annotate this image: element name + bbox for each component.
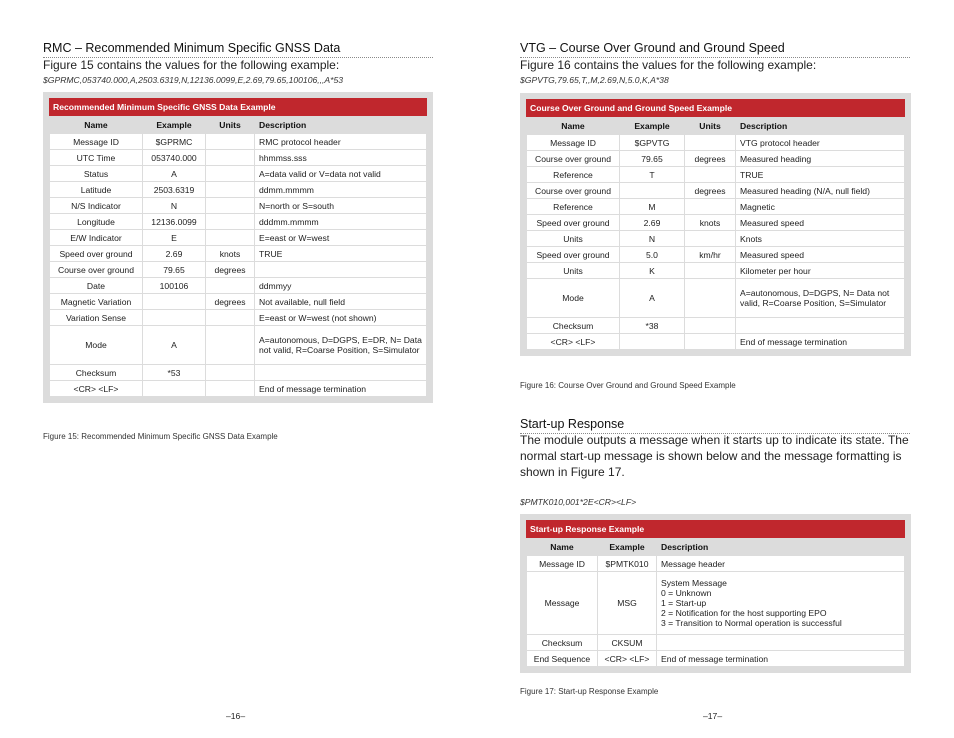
table-cell: TRUE [736, 167, 904, 182]
table-cell: <CR> <LF> [527, 334, 619, 349]
table-cell: $GPRMC [143, 134, 205, 149]
table-cell: A [143, 326, 205, 364]
table-cell: VTG protocol header [736, 135, 904, 150]
table-cell [206, 214, 254, 229]
table-cell [736, 318, 904, 333]
table-cell: Units [527, 263, 619, 278]
table-cell [620, 183, 684, 198]
table-cell: E=east or W=west (not shown) [255, 310, 426, 325]
table-cell: E/W Indicator [50, 230, 142, 245]
rmc-example-sentence: $GPRMC,053740.000,A,2503.6319,N,12136.0099,E,2.69,79.65,100106,,,A*53 [43, 75, 344, 85]
table-cell: E [143, 230, 205, 245]
table-row [527, 572, 904, 634]
column-header: Name [527, 118, 619, 134]
table-row [50, 230, 426, 245]
table-cell [206, 278, 254, 293]
table-row [527, 215, 904, 230]
table-cell: Magnetic [736, 199, 904, 214]
table-cell [206, 198, 254, 213]
table-cell: 5.0 [620, 247, 684, 262]
table-cell: 053740.000 [143, 150, 205, 165]
table-cell: Mode [527, 279, 619, 317]
rmc-table [49, 116, 427, 397]
table-row [527, 135, 904, 150]
table-cell: 12136.0099 [143, 214, 205, 229]
table-row [527, 199, 904, 214]
table-row [50, 166, 426, 181]
table-cell: 79.65 [143, 262, 205, 277]
column-header: Name [527, 539, 597, 555]
vtg-caption: Figure 16: Course Over Ground and Ground Speed Example [520, 381, 736, 390]
table-row [527, 556, 904, 571]
table-cell: 2.69 [143, 246, 205, 261]
column-header: Description [736, 118, 904, 134]
table-cell: Reference [527, 199, 619, 214]
table-cell: N [143, 198, 205, 213]
startup-example-sentence: $PMTK010,001*2E<CR><LF> [520, 497, 637, 507]
table-cell: 2503.6319 [143, 182, 205, 197]
table-cell: Course over ground [527, 183, 619, 198]
table-cell: Message header [657, 556, 904, 571]
table-cell [685, 231, 735, 246]
table-row [527, 231, 904, 246]
table-cell [143, 381, 205, 396]
column-header: Example [143, 117, 205, 133]
table-cell: Speed over ground [50, 246, 142, 261]
right-page [477, 0, 954, 738]
table-cell [255, 262, 426, 277]
table-cell [685, 279, 735, 317]
startup-heading: Start-up Response [520, 417, 910, 434]
table-cell: ddmm.mmmm [255, 182, 426, 197]
startup-table-panel [520, 514, 911, 673]
vtg-table-panel [520, 93, 911, 356]
table-row [50, 278, 426, 293]
table-cell: Not available, null field [255, 294, 426, 309]
table-cell: Magnetic Variation [50, 294, 142, 309]
table-cell: $GPVTG [620, 135, 684, 150]
vtg-example-sentence: $GPVTG,79.65,T,,M,2.69,N,5.0,K,A*38 [520, 75, 669, 85]
table-cell [206, 381, 254, 396]
startup-table-title: Start-up Response Example [526, 520, 905, 538]
table-cell: End of message termination [255, 381, 426, 396]
column-header: Description [657, 539, 904, 555]
table-row [527, 183, 904, 198]
table-cell: CKSUM [598, 635, 656, 650]
table-cell: knots [206, 246, 254, 261]
table-cell [657, 635, 904, 650]
table-cell: E=east or W=west [255, 230, 426, 245]
page-number-left: –16– [226, 711, 246, 721]
table-cell: A [143, 166, 205, 181]
table-cell [143, 310, 205, 325]
table-row [50, 262, 426, 277]
table-cell [206, 365, 254, 380]
table-cell: Measured speed [736, 215, 904, 230]
table-cell: Speed over ground [527, 247, 619, 262]
table-row [527, 651, 904, 666]
table-row [50, 294, 426, 309]
table-cell [143, 294, 205, 309]
table-row [50, 381, 426, 396]
table-cell: dddmm.mmmm [255, 214, 426, 229]
rmc-heading: RMC – Recommended Minimum Specific GNSS Data [43, 41, 433, 58]
table-cell: degrees [206, 294, 254, 309]
table-cell: Units [527, 231, 619, 246]
table-row [50, 182, 426, 197]
table-cell: A=autonomous, D=DGPS, E=DR, N= Data not valid, R=Coarse Position, S=Simulator [255, 326, 426, 364]
table-row [50, 326, 426, 364]
table-cell: A [620, 279, 684, 317]
table-cell: Course over ground [50, 262, 142, 277]
table-cell: Checksum [50, 365, 142, 380]
table-row [50, 214, 426, 229]
table-cell: Measured speed [736, 247, 904, 262]
rmc-table-title: Recommended Minimum Specific GNSS Data Example [49, 98, 427, 116]
table-cell [685, 135, 735, 150]
table-cell: Message [527, 572, 597, 634]
table-cell: knots [685, 215, 735, 230]
table-cell [206, 182, 254, 197]
table-cell: End Sequence [527, 651, 597, 666]
table-row [50, 246, 426, 261]
table-cell: Measured heading (N/A, null field) [736, 183, 904, 198]
table-row [527, 263, 904, 278]
table-cell: Date [50, 278, 142, 293]
table-cell: Checksum [527, 318, 619, 333]
table-cell: N/S Indicator [50, 198, 142, 213]
table-cell: $PMTK010 [598, 556, 656, 571]
table-cell: Reference [527, 167, 619, 182]
table-cell: 2.69 [620, 215, 684, 230]
table-cell [206, 166, 254, 181]
table-cell [255, 365, 426, 380]
vtg-intro: Figure 16 contains the values for the following example: [520, 58, 817, 72]
table-cell: Checksum [527, 635, 597, 650]
table-cell: *38 [620, 318, 684, 333]
table-cell: Message ID [50, 134, 142, 149]
table-row [50, 365, 426, 380]
table-cell: RMC protocol header [255, 134, 426, 149]
rmc-table-panel [43, 92, 433, 403]
table-row [50, 310, 426, 325]
table-cell [685, 318, 735, 333]
table-cell: Knots [736, 231, 904, 246]
table-cell: km/hr [685, 247, 735, 262]
table-cell: 79.65 [620, 151, 684, 166]
table-cell [685, 334, 735, 349]
column-header: Units [206, 117, 254, 133]
table-cell [685, 263, 735, 278]
table-cell: hhmmss.sss [255, 150, 426, 165]
column-header: Description [255, 117, 426, 133]
table-row [527, 635, 904, 650]
table-cell: UTC Time [50, 150, 142, 165]
table-cell [206, 326, 254, 364]
table-row [50, 198, 426, 213]
table-cell: degrees [685, 183, 735, 198]
table-cell: degrees [206, 262, 254, 277]
table-cell: <CR> <LF> [50, 381, 142, 396]
table-row [50, 150, 426, 165]
table-cell: Message ID [527, 556, 597, 571]
table-cell: Status [50, 166, 142, 181]
table-cell: End of message termination [657, 651, 904, 666]
vtg-table-title: Course Over Ground and Ground Speed Example [526, 99, 905, 117]
table-cell: MSG [598, 572, 656, 634]
table-cell: <CR> <LF> [598, 651, 656, 666]
table-cell [206, 310, 254, 325]
table-cell: End of message termination [736, 334, 904, 349]
table-row [527, 279, 904, 317]
table-row [527, 247, 904, 262]
table-row [527, 167, 904, 182]
table-cell: N [620, 231, 684, 246]
table-cell: ddmmyy [255, 278, 426, 293]
table-cell [206, 134, 254, 149]
table-cell: degrees [685, 151, 735, 166]
table-cell: System Message 0 = Unknown 1 = Start-up 2 = Notification for the host supporting EPO 3 = Transition to Normal operation is successful [657, 572, 904, 634]
table-cell: M [620, 199, 684, 214]
column-header: Name [50, 117, 142, 133]
startup-intro: The module outputs a message when it starts up to indicate its state. The normal start-up message is shown below and the message formatting is shown in Figure 17. [520, 433, 909, 479]
table-cell: Kilometer per hour [736, 263, 904, 278]
table-cell: Latitude [50, 182, 142, 197]
table-cell: T [620, 167, 684, 182]
column-header: Example [620, 118, 684, 134]
page-number-right: –17– [703, 711, 723, 721]
table-cell: Longitude [50, 214, 142, 229]
table-cell [206, 150, 254, 165]
table-cell: A=data valid or V=data not valid [255, 166, 426, 181]
table-row [527, 318, 904, 333]
table-cell: Measured heading [736, 151, 904, 166]
table-cell: Variation Sense [50, 310, 142, 325]
vtg-heading: VTG – Course Over Ground and Ground Speed [520, 41, 910, 58]
column-header: Example [598, 539, 656, 555]
table-cell: Mode [50, 326, 142, 364]
table-cell: Speed over ground [527, 215, 619, 230]
startup-table [526, 538, 905, 667]
table-cell: *53 [143, 365, 205, 380]
table-cell: 100106 [143, 278, 205, 293]
table-row [50, 134, 426, 149]
table-cell: Message ID [527, 135, 619, 150]
rmc-intro: Figure 15 contains the values for the following example: [43, 58, 340, 72]
table-row [527, 334, 904, 349]
table-cell: K [620, 263, 684, 278]
table-cell: TRUE [255, 246, 426, 261]
vtg-table [526, 117, 905, 350]
table-cell [685, 199, 735, 214]
table-cell: A=autonomous, D=DGPS, N= Data not valid, R=Coarse Position, S=Simulator [736, 279, 904, 317]
table-cell: Course over ground [527, 151, 619, 166]
startup-caption: Figure 17: Start-up Response Example [520, 687, 659, 696]
table-cell [206, 230, 254, 245]
table-cell [620, 334, 684, 349]
table-cell: N=north or S=south [255, 198, 426, 213]
rmc-caption: Figure 15: Recommended Minimum Specific GNSS Data Example [43, 432, 278, 441]
table-row [527, 151, 904, 166]
table-cell [685, 167, 735, 182]
column-header: Units [685, 118, 735, 134]
